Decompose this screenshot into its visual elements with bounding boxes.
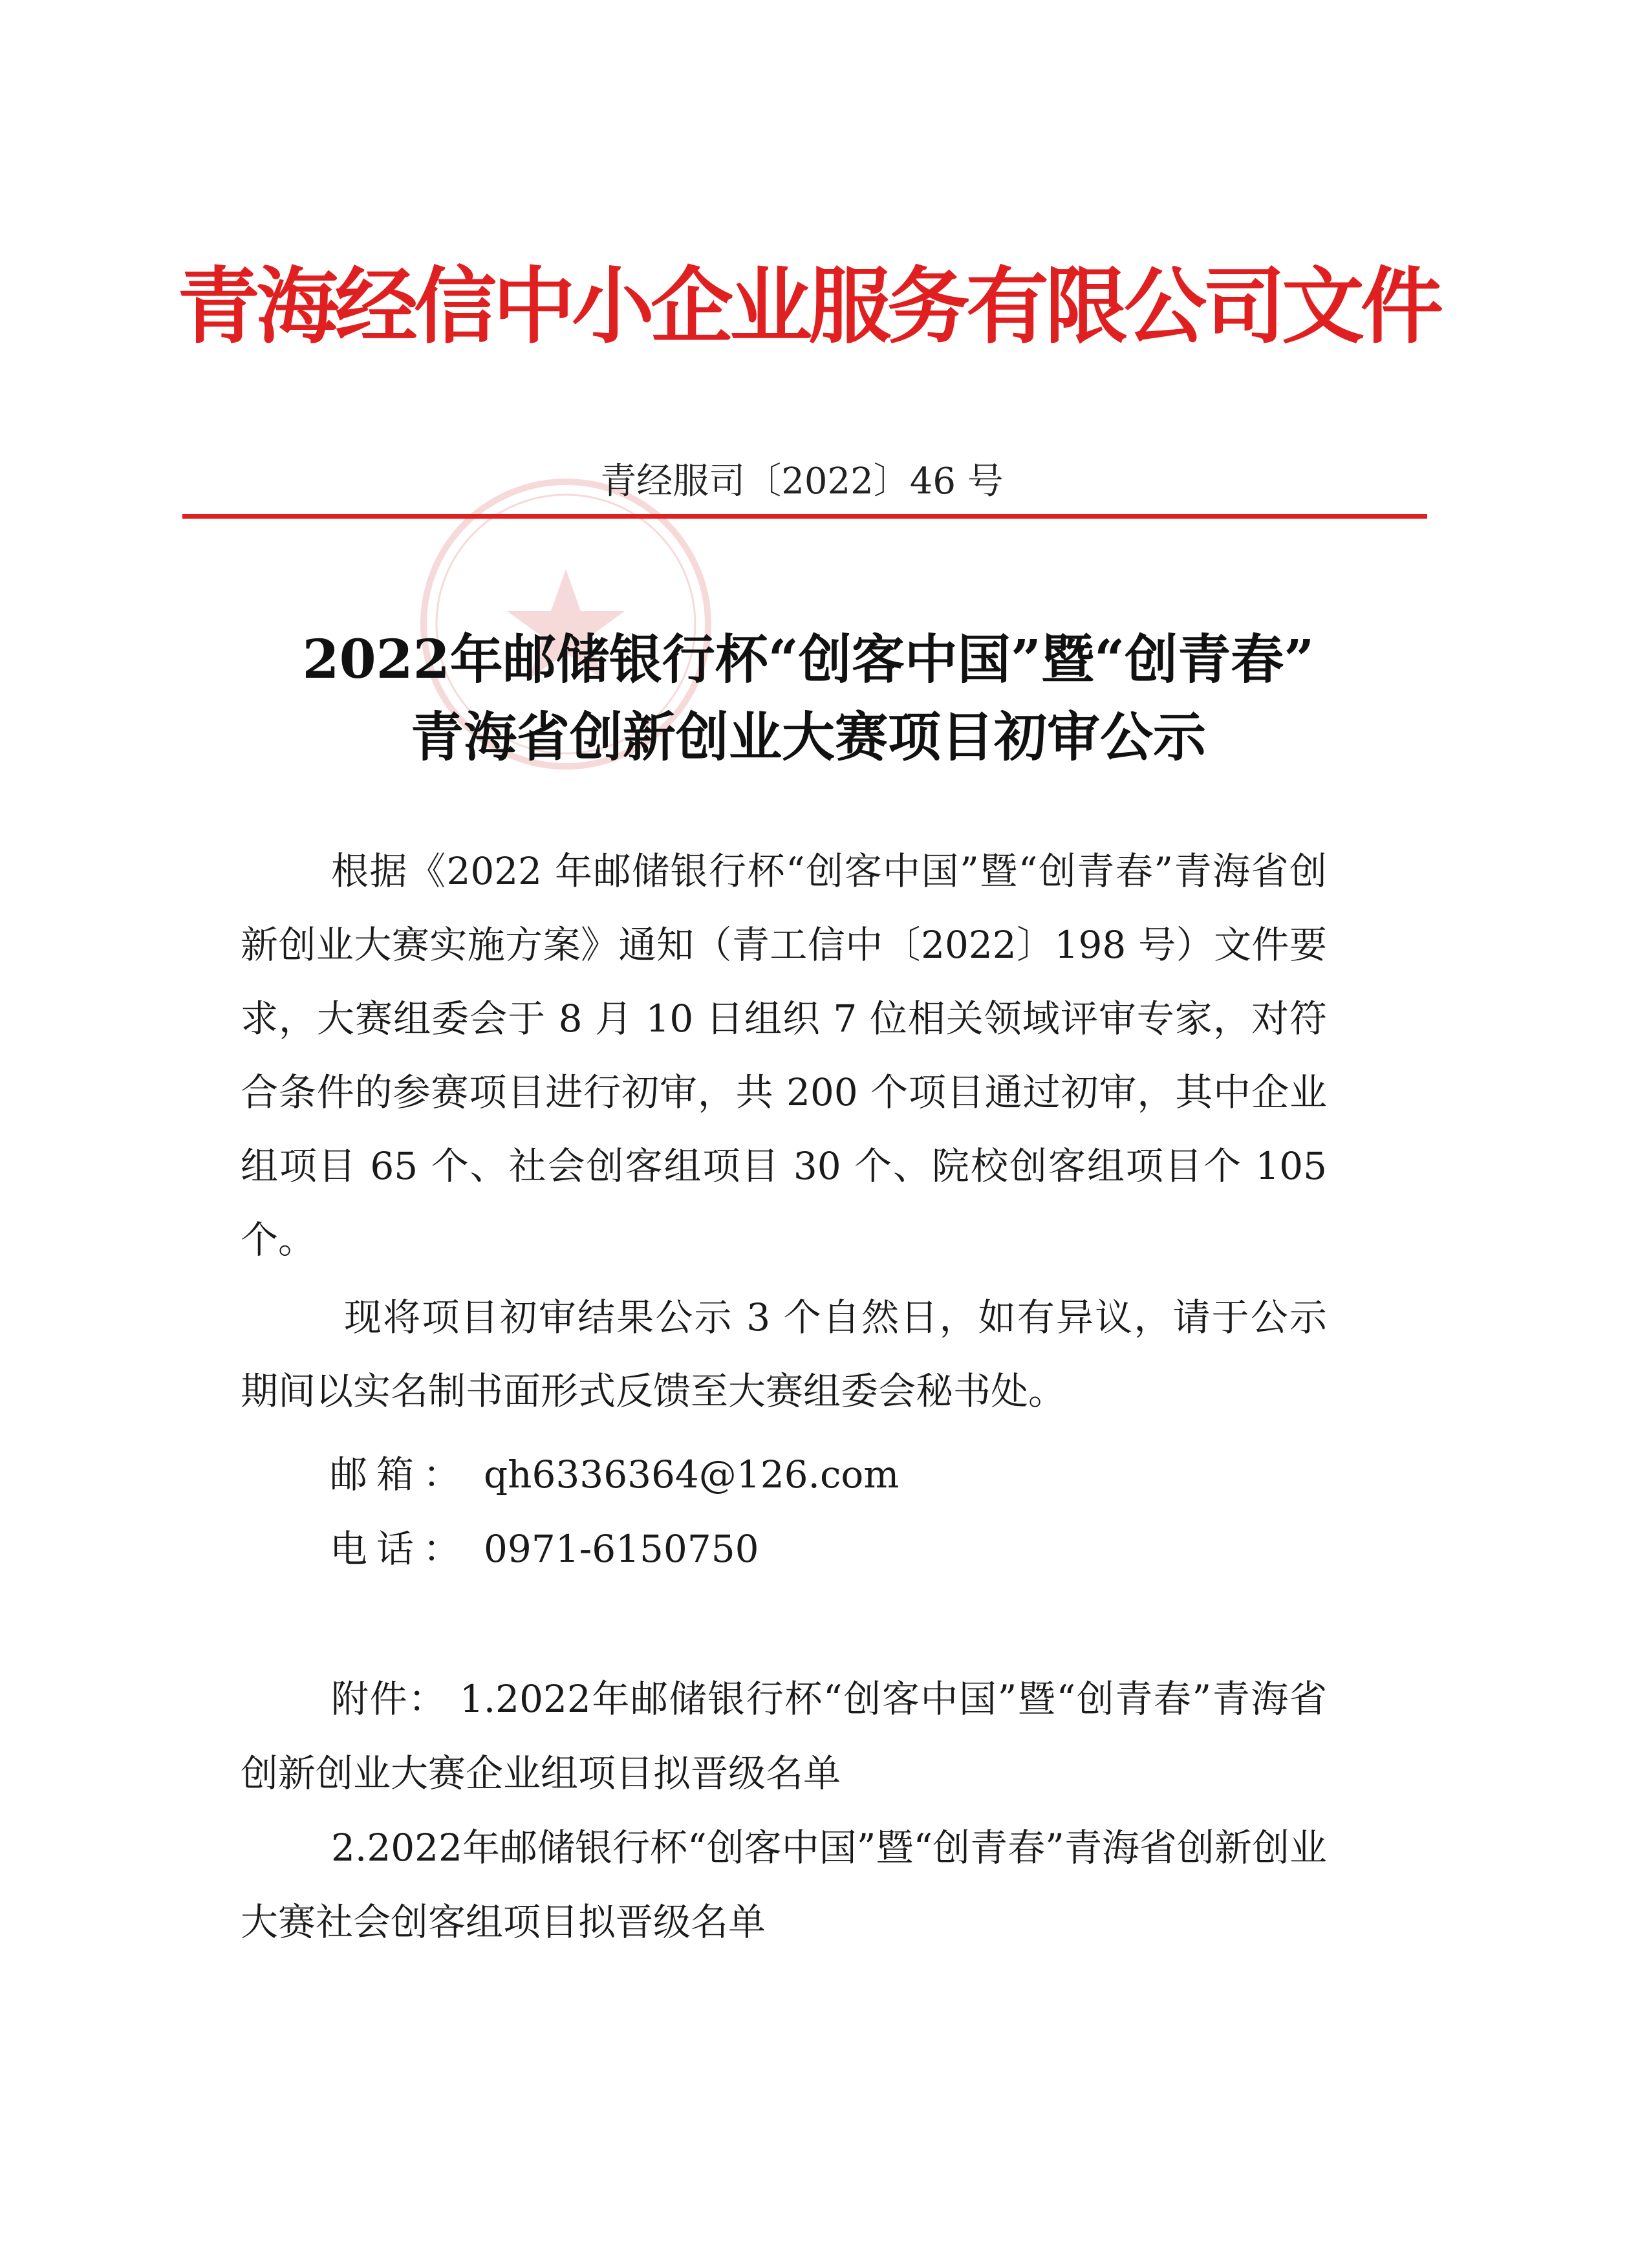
email-value: qh6336364@126.com: [484, 1453, 900, 1496]
notice-title-line-2: 青海省创新创业大赛项目初审公示: [410, 706, 1206, 768]
phone-label: 电话：: [330, 1527, 470, 1571]
email-row: [330, 1442, 899, 1507]
notice-title-line-1: 2022年邮储银行杯“创客中国”暨“创青春”: [302, 629, 1315, 691]
attachment-item-1: 附件： 1.2022年邮储银行杯“创客中国”暨“创青春”青海省创新创业大赛企业组项目拟晋级名单: [241, 1677, 1327, 1795]
document-number: 青经服司〔2022〕46 号: [600, 460, 1004, 502]
body-paragraph-1: 根据《2022 年邮储银行杯“创客中国”暨“创青春”青海省创新创业大赛实施方案》通知（青工信中〔2022〕198 号）文件要求，大赛组委会于 8 月 10 日组织 7 位相关领域评审专家，对符合条件的参赛项目进行初审，共 200 个项目通过初审，其中企业组项目 65 个、社会创客组项目 30 个、院校创客组项目个 105 个。: [241, 849, 1327, 1262]
body-paragraph-2: 现将项目初审结果公示 3 个自然日，如有异议，请于公示期间以实名制书面形式反馈至大赛组委会秘书处。: [241, 1295, 1327, 1413]
phone-row: [330, 1517, 759, 1581]
email-label: 邮箱：: [330, 1453, 470, 1496]
attachment-item-2: 2.2022年邮储银行杯“创客中国”暨“创青春”青海省创新创业大赛社会创客组项目拟晋级名单: [241, 1826, 1327, 1944]
phone-value: 0971-6150750: [484, 1527, 759, 1571]
masthead-divider: [182, 514, 1427, 519]
org-masthead: 青海经信中小企业服务有限公司文件: [177, 259, 1439, 355]
